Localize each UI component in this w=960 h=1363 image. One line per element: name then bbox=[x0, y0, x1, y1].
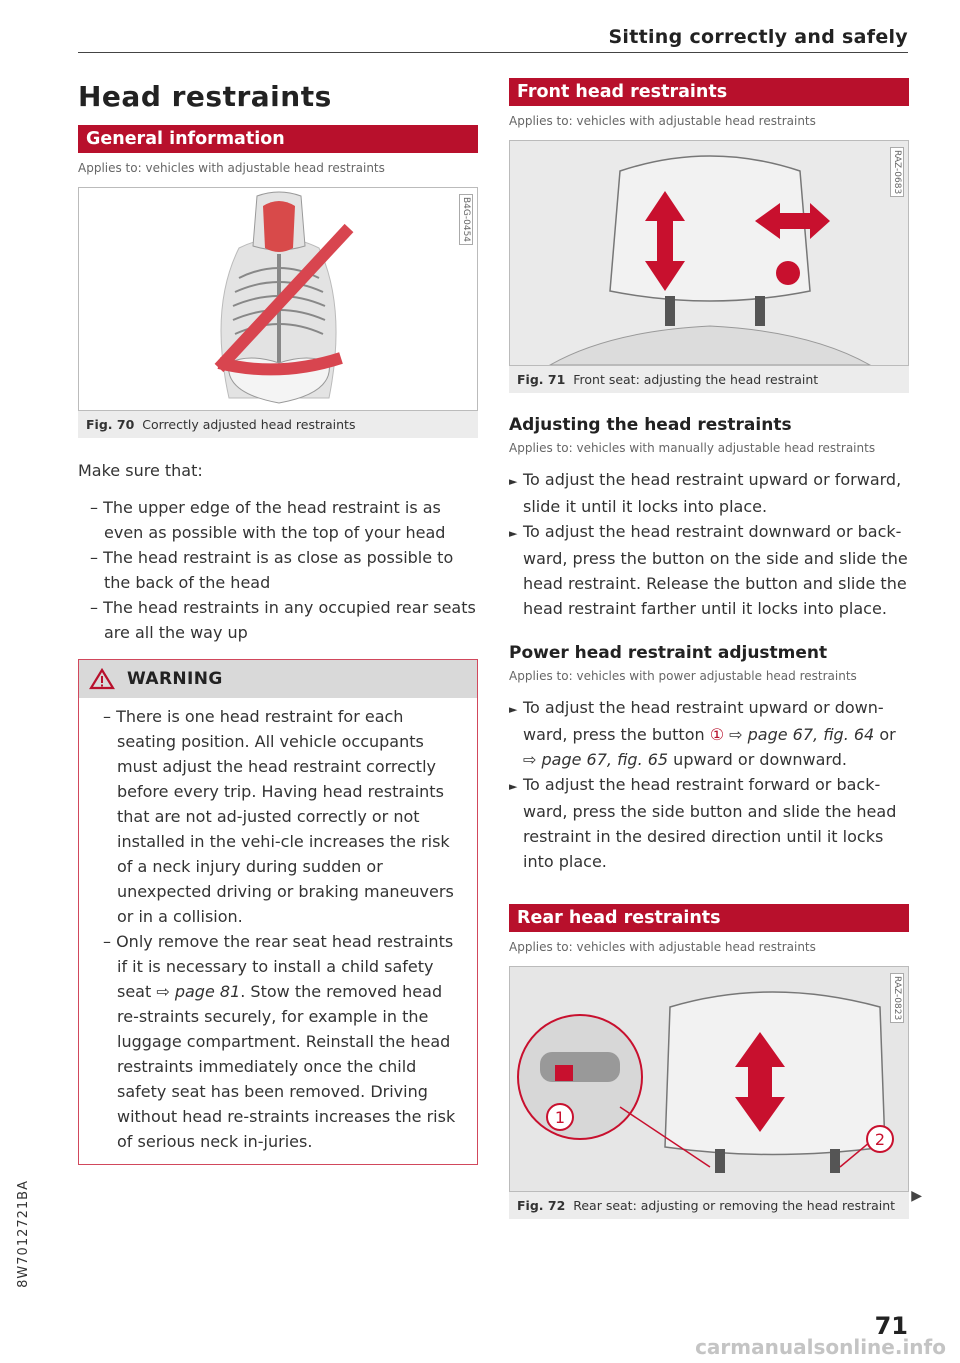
list-item: – The upper edge of the head restraint is as even as possible with the top of your head bbox=[90, 498, 446, 542]
figure-code: RAZ-0823 bbox=[890, 973, 904, 1023]
warning-body bbox=[79, 698, 477, 1164]
skeleton-illustration bbox=[79, 188, 477, 410]
warning-header bbox=[79, 660, 477, 698]
figure-71 bbox=[509, 140, 909, 393]
list-item: – The head restraint is as close as possible to the back of the head bbox=[90, 548, 454, 592]
figure-70 bbox=[78, 187, 478, 438]
figure-72 bbox=[509, 966, 909, 1219]
checklist bbox=[78, 495, 478, 645]
applies-note: Applies to: vehicles with power adjustable head restraints bbox=[509, 669, 857, 683]
list-item: – The head restraints in any occupied rear seats are all the way up bbox=[90, 598, 476, 642]
section-heading-rear: Rear head restraints bbox=[509, 904, 909, 932]
figure-70-image bbox=[78, 187, 478, 411]
warning-item bbox=[91, 929, 465, 1154]
list-item-text: To adjust the head restraint upward or forward, slide it until it locks into place. bbox=[523, 470, 902, 516]
list-item bbox=[509, 695, 909, 772]
list-item-text: To adjust the head restraint forward or back-ward, press the side button and slide the head restraint in the desired direction until it locks into place. bbox=[523, 775, 897, 871]
left-column bbox=[78, 70, 478, 1165]
list-item-text: To adjust the head restraint upward or down-ward, press the button bbox=[523, 698, 884, 744]
rear-headrest-illustration bbox=[510, 967, 908, 1191]
figure-71-image bbox=[509, 140, 909, 366]
warning-item: – There is one head restraint for each seating position. All vehicle occupants must adjust the head restraint correctly before every trip. Having head restraints that are not ad-justed correctly or not installed in the vehi-cle increases the risk of a neck injury during sudden or unexpected driving or braking maneuvers or in a collision. bbox=[103, 707, 454, 926]
applies-note: Applies to: vehicles with manually adjustable head restraints bbox=[509, 441, 876, 455]
front-headrest-illustration bbox=[510, 141, 908, 365]
watermark: carmanualsonline.info bbox=[695, 1335, 946, 1359]
list-item bbox=[509, 467, 909, 519]
warning-icon bbox=[89, 668, 115, 690]
figure-70-caption bbox=[78, 411, 478, 438]
bullet-arrow-icon: ► bbox=[509, 780, 518, 793]
figure-number: Fig. 72 bbox=[517, 1198, 566, 1213]
page-81-link[interactable]: ⇨ page 81 bbox=[156, 982, 241, 1001]
figure-71-caption bbox=[509, 366, 909, 393]
warning-text: . Stow the removed head re-straints securely, for example in the luggage compartment. Reinstall the head restraints immediately once the child safety seat has been removed. Driving without head re-straints increases the risk of serious neck in-juries. bbox=[117, 982, 456, 1151]
list-item bbox=[509, 772, 909, 874]
page-number: 71 bbox=[874, 1312, 908, 1340]
list-item-text: or bbox=[874, 725, 896, 744]
bullet-arrow-icon: ► bbox=[509, 703, 518, 716]
figure-label-2: 2 bbox=[874, 1130, 886, 1149]
button-marker-1: ① bbox=[709, 725, 725, 744]
warning-title: WARNING bbox=[127, 669, 223, 689]
figure-number: Fig. 70 bbox=[86, 417, 135, 432]
list-item-text: upward or downward. bbox=[668, 750, 847, 769]
applies-note: Applies to: vehicles with adjustable head restraints bbox=[509, 940, 816, 954]
subheading-adjusting: Adjusting the head restraints bbox=[509, 415, 792, 435]
section-heading-front: Front head restraints bbox=[509, 78, 909, 106]
section-heading-general: General information bbox=[78, 125, 478, 153]
list-item-text: To adjust the head restraint downward or back-ward, press the button on the side and slide the head restraint. Release the button and slide the head restraint farther until it locks into place. bbox=[523, 522, 908, 618]
figure-72-image bbox=[509, 966, 909, 1192]
figure-label-1: 1 bbox=[554, 1108, 566, 1127]
bullet-arrow-icon: ► bbox=[509, 475, 518, 488]
warning-text: – Only remove the rear seat head restraints if it is necessary to install a child safety seat bbox=[103, 932, 454, 1001]
header-rule bbox=[78, 52, 908, 53]
page-title: Head restraints bbox=[78, 80, 332, 113]
continue-arrow-icon: ▶ bbox=[911, 1188, 922, 1204]
figure-caption-text: Rear seat: adjusting or removing the head restraint bbox=[573, 1198, 896, 1213]
page-67-fig-65-link[interactable]: ⇨ page 67, fig. 65 bbox=[523, 750, 669, 769]
applies-note: Applies to: vehicles with adjustable head restraints bbox=[78, 161, 385, 175]
figure-72-caption bbox=[509, 1192, 909, 1219]
applies-note: Applies to: vehicles with adjustable head restraints bbox=[509, 114, 816, 128]
figure-caption-text: Front seat: adjusting the head restraint bbox=[573, 372, 819, 387]
subheading-power: Power head restraint adjustment bbox=[509, 643, 828, 663]
page-header-title: Sitting correctly and safely bbox=[608, 26, 908, 48]
figure-number: Fig. 71 bbox=[517, 372, 566, 387]
figure-caption-text: Correctly adjusted head restraints bbox=[142, 417, 356, 432]
list-item bbox=[509, 519, 909, 621]
intro-text: Make sure that: bbox=[78, 461, 203, 480]
figure-code: RAZ-0683 bbox=[890, 147, 904, 197]
page-67-fig-64-link[interactable]: ⇨ page 67, fig. 64 bbox=[729, 725, 875, 744]
bullet-arrow-icon: ► bbox=[509, 527, 518, 540]
figure-code: B4G-0454 bbox=[459, 194, 473, 245]
warning-box bbox=[78, 659, 478, 1165]
right-column bbox=[509, 70, 909, 1219]
document-code: 8W7012721BA bbox=[16, 1180, 31, 1288]
